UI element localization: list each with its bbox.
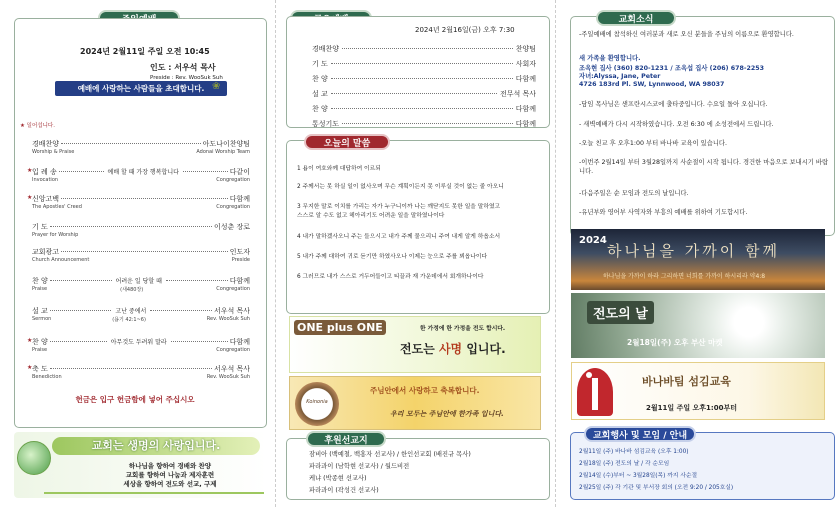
order-item-ref: (욥기 42:1~6) <box>112 317 146 323</box>
ad2-line-2: 우리 모두는 주님안에 한가족 입니다. <box>390 410 504 418</box>
mission-line: 파라과이 (곽성건 선교사) <box>309 487 379 494</box>
stand-star-icon: ★ <box>27 167 33 174</box>
koinonia-seal-icon <box>295 382 339 426</box>
ad1-accent: 사명 <box>438 342 463 356</box>
friday-item-name: 경배찬양 <box>312 45 340 53</box>
verse: 2 주께서는 못 하실 일이 없사오며 무슨 계획이든지 못 이루실 것이 없는 줄 아오니 <box>297 184 504 190</box>
news-item: 4726 183rd Pl. SW, Lynnwood, WA 98037 <box>579 81 725 88</box>
news-item: -담임 목사님은 샌프란시스코에 출타중입니다. 수요일 돌아 오십니다. <box>579 101 768 108</box>
order-item-detail: 어려운 일 당할 때 <box>115 278 162 285</box>
middle-panel <box>278 0 550 507</box>
news-item: 자녀:Alyssa, Jane, Peter <box>579 73 661 80</box>
event-line: 2월14일 (수)부터 ~ 3월28일(목) 까지 사순절 <box>579 473 698 479</box>
friday-item-person: 사회자 <box>515 60 536 68</box>
leader-dots <box>50 310 112 311</box>
verse: 5 내가 주께 대하여 귀로 듣기만 하였사오나 이제는 눈으로 주를 뵈옵나이다 <box>297 254 488 260</box>
order-item <box>27 337 250 353</box>
friday-item-person: 다함께 <box>515 120 536 128</box>
vision-line: 세상을 향하여 전도와 선교, 구제 <box>123 480 217 488</box>
scripture-box <box>286 140 550 314</box>
scripture-title: 오늘의 말씀 <box>304 134 390 150</box>
leader-dots <box>331 78 513 79</box>
worship-date-time: 2024년 2월11일 주일 오전 10:45 <box>80 47 210 56</box>
friday-item-name: 찬 양 <box>312 105 328 113</box>
mission-box <box>286 438 550 500</box>
order-item-person: 다함께 <box>229 338 250 346</box>
mission-title: 후원선교지 <box>306 431 386 447</box>
order-person-en: Preside <box>231 257 250 263</box>
order-person-en: Rev. WooSuk Suh <box>206 374 250 380</box>
order-person-en: Congregation <box>216 177 250 183</box>
leader-dots <box>59 171 104 172</box>
order-item-person: 이성춘 장로 <box>213 223 250 231</box>
one-plus-one-ad <box>289 316 541 373</box>
stand-note: ★ 일어섭니다. <box>20 123 55 129</box>
mission-line: 파라과이 (남학현 선교사) / 월드비전 <box>309 463 410 470</box>
stand-star-icon: ★ <box>27 194 33 201</box>
order-item-person: 서우석 목사 <box>213 307 250 315</box>
order-person-en: Congregation <box>216 347 250 353</box>
koinonia-ad <box>289 376 541 430</box>
globe-icon <box>17 441 51 475</box>
order-person-en: Congregation <box>216 204 250 210</box>
mission-line: 잠비아 (백예철, 백홍자 선교사) / 한인선교회 (배진규 목사) <box>309 451 471 458</box>
welcome-banner: 예배에 사랑하는 사람들을 초대합니다. <box>55 81 227 96</box>
order-item-detail: 고난 중에서 <box>115 308 147 315</box>
evan-title: 전도의 날 <box>587 301 654 324</box>
friday-order-item <box>312 44 536 59</box>
person-icon <box>577 368 613 416</box>
order-person-en: Congregation <box>216 286 250 292</box>
friday-order-item <box>312 89 536 104</box>
order-item <box>32 222 250 238</box>
vision-banner <box>14 432 267 498</box>
friday-item-person: 다함께 <box>515 75 536 83</box>
order-person-en: Adonai Worship Team <box>196 149 250 155</box>
leader-dots <box>331 93 497 94</box>
order-item-en: Invocation <box>32 177 59 183</box>
order-item-person: 인도자 <box>229 248 250 256</box>
vision-line: 하나님을 향하여 경배와 찬양 <box>128 462 212 470</box>
order-item <box>32 276 250 293</box>
news-item: -유년부와 영어부 사역자와 부흥의 예배를 위하여 기도합시다. <box>579 209 748 216</box>
worship-leader <box>150 62 223 81</box>
news-item: -주일예배에 참석하신 여러분과 새로 오신 분들을 주님의 이름으로 환영합니다. <box>579 31 794 38</box>
order-item-name: 입 례 송 <box>32 168 57 176</box>
vision-line: 교회를 향하여 나눔과 제자훈련 <box>125 471 215 479</box>
news-item: -이번주 2월14일 부터 3월28일까지 사순절이 시작 됩니다. 경건한 마음으로 보내시기 바랍니다. <box>579 159 829 175</box>
friday-item-name: 설 교 <box>312 90 328 98</box>
order-item <box>32 247 250 263</box>
ad1-prefix: 전도는 <box>400 342 439 356</box>
order-item-detail: 아무것도 두려워 말라 <box>110 339 167 346</box>
news-item: 조옥현 집사 (360) 820-1231 / 조옥섭 집사 (206) 678-2253 <box>579 65 765 72</box>
order-item-en: Praise <box>32 347 48 353</box>
fold-line <box>275 0 276 507</box>
order-item-person: 다함께 <box>229 195 250 203</box>
leader-dots <box>166 280 228 281</box>
leader-dots <box>342 123 513 124</box>
order-item-name: 교회광고 <box>32 248 60 256</box>
evangelism-day-banner <box>571 293 825 358</box>
order-item-en: Worship & Praise <box>32 149 75 155</box>
friday-worship-box <box>286 16 550 128</box>
order-person-en: Rev. WooSuk Suh <box>206 316 250 322</box>
ad2-line-1: 주님안에서 사랑하고 축복합니다. <box>370 386 480 395</box>
order-item <box>27 194 250 210</box>
order-item-person: 다같이 <box>229 168 250 176</box>
order-item-en: Sermon <box>32 316 52 322</box>
order-item-name: 신앙고백 <box>32 195 60 203</box>
vision-title: 교회는 생명의 사랑입니다. <box>52 437 260 455</box>
verse: 3 무지한 말로 이치를 가리는 자가 누구니이까 나는 깨닫지도 못한 일을 말하였고 <box>297 204 501 210</box>
order-item-ref: (새480장) <box>120 287 144 293</box>
news-item: -다음주일은 순 모임과 전도의 날입니다. <box>579 190 689 197</box>
friday-item-person: 다함께 <box>515 105 536 113</box>
order-item-name: 찬 양 <box>32 277 48 285</box>
order-item <box>27 364 250 380</box>
church-news-title: 교회소식 <box>596 10 676 26</box>
banner-year: 2024 <box>579 235 607 246</box>
friday-order-item <box>312 104 536 119</box>
order-item <box>32 306 250 323</box>
leader-dots <box>61 198 228 199</box>
friday-item-name: 찬 양 <box>312 75 328 83</box>
order-item <box>32 139 250 155</box>
vision-lines <box>84 462 256 489</box>
friday-order-item <box>312 59 536 74</box>
stand-star-icon: ★ <box>27 364 33 371</box>
one-plus-one-logo: ONE plus ONE <box>294 320 386 335</box>
seal-text: Koinonia <box>306 399 328 405</box>
order-item-person: 서우석 목사 <box>213 365 250 373</box>
bana-title: 바나바팀 섬김교육 <box>642 375 731 388</box>
event-line: 2월25일 (주) 각 기관 및 부서장 회의 (오전 9:20 / 205호실) <box>579 485 734 491</box>
fold-line <box>555 0 556 507</box>
leader-dots <box>331 63 513 64</box>
friday-item-name: 통성기도 <box>312 120 340 128</box>
news-item: 새 가족을 환영합니다. <box>579 55 641 62</box>
friday-date: 2024년 2월16일(금) 오후 7:30 <box>415 26 515 34</box>
order-item-person: 다함께 <box>229 277 250 285</box>
leader-dots <box>50 341 107 342</box>
friday-item-person: 전무석 목사 <box>499 90 536 98</box>
order-item-person: 아도나이찬양팀 <box>202 140 250 148</box>
order-item-name: 축 도 <box>32 365 48 373</box>
stand-star-icon: ★ <box>27 337 33 344</box>
leader-ko: 인도 : 서우석 목사 <box>150 63 216 72</box>
leader-dots <box>61 143 201 144</box>
order-item-name: 경배찬양 <box>32 140 60 148</box>
order-item-name: 기 도 <box>32 223 48 231</box>
leader-dots <box>50 368 212 369</box>
leader-dots <box>150 310 212 311</box>
news-item: - 새벽예배가 다시 시작하였습니다. 오전 6:30 에 소성전에서 드립니다. <box>579 121 774 128</box>
friday-order <box>312 44 536 134</box>
ad1-tagline: 한 가정에 한 가정을 전도 합시다. <box>420 326 506 332</box>
order-item <box>27 167 250 183</box>
divider <box>44 492 264 494</box>
ad1-suffix: 입니다. <box>462 342 506 356</box>
offering-note: 헌금은 입구 헌금함에 넣어 주십시오 <box>75 395 195 404</box>
leader-dots <box>50 280 112 281</box>
order-item-en: Benediction <box>32 374 62 380</box>
friday-order-item <box>312 119 536 134</box>
friday-item-person: 찬양팀 <box>515 45 536 53</box>
sunday-worship-panel <box>0 0 272 507</box>
banner-sub: 하나님을 가까이 하라 그리하면 너희를 가까이 하시리라 약4:8 <box>603 273 766 280</box>
order-item-en: Praise <box>32 286 48 292</box>
event-line: 2월18일 (주) 전도의 날 / 각 순모임 <box>579 461 670 467</box>
leader-dots <box>183 171 228 172</box>
leader-dots <box>331 108 513 109</box>
church-news-box <box>570 16 835 236</box>
verse: 6 그러므로 내가 스스로 거두어들이고 티끌과 재 가운데에서 회개하나이다 <box>297 274 484 280</box>
order-item-en: Church Announcement <box>32 257 90 263</box>
event-line: 2월11일 (주) 바나바 섬김교육 (오후 1:00) <box>579 449 689 455</box>
leader-dots <box>61 251 228 252</box>
friday-item-name: 기 도 <box>312 60 328 68</box>
leader-en: Preside : Rev. WooSuk Suh <box>150 75 223 81</box>
order-item-name: 설 교 <box>32 307 48 315</box>
theme-banner-2024 <box>571 229 825 290</box>
order-item-name: 찬 양 <box>32 338 48 346</box>
banner-title: 하나님을 가까이 함께 <box>607 242 780 260</box>
events-title: 교회행사 및 모임 / 안내 <box>584 426 696 442</box>
leaf-icon: ❀ <box>212 81 221 92</box>
order-item-en: The Apostles' Creed <box>32 204 82 210</box>
ad1-headline <box>400 340 506 357</box>
leader-dots <box>342 48 513 49</box>
leader-dots <box>50 226 212 227</box>
verse: 스스로 알 수도 없고 헤아리기도 어려운 일을 말하였나이다 <box>297 213 445 219</box>
evan-sub: 2월18일(주) 오후 부산 마켓 <box>627 338 723 347</box>
leader-dots <box>171 341 228 342</box>
bana-sub: 2월11일 주일 오후1:00부터 <box>646 404 737 412</box>
order-item-en: Prayer for Worship <box>32 232 79 238</box>
verse: 4 내가 말하겠사오니 주는 들으시고 내가 주께 물으리니 주여 내게 알게 하옵소서 <box>297 234 501 240</box>
order-item-detail: 예배 할 때 가장 행복합니다 <box>107 169 179 176</box>
friday-order-item <box>312 74 536 89</box>
mission-line: 케냐 (박종현 선교사) <box>309 475 367 482</box>
barnabas-training-banner <box>571 362 825 420</box>
news-item: -오늘 친교 후 오후1:00 부터 바나바 교육이 있습니다. <box>579 140 727 147</box>
verse: 1 욥이 여호와께 대답하여 이르되 <box>297 166 381 172</box>
